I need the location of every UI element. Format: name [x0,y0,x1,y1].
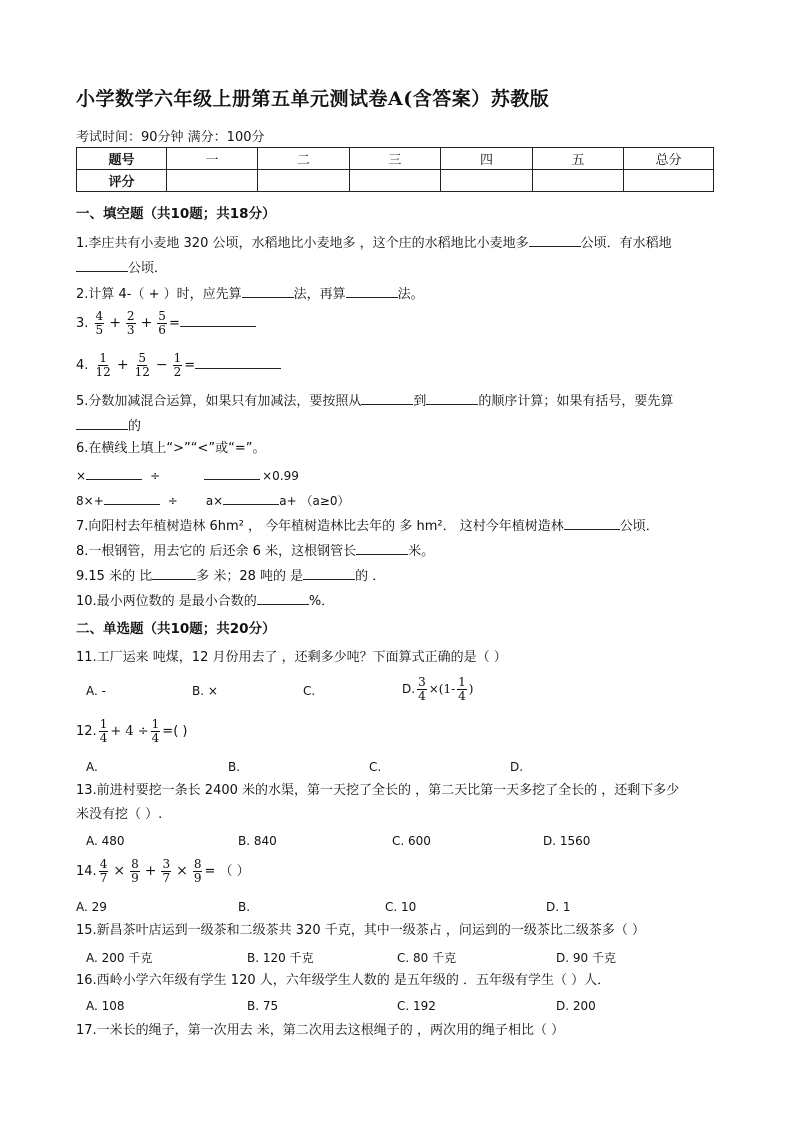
option-c[interactable]: C. [303,684,316,698]
question-1: 1.李庄共有小麦地 320 公顷，水稻地比小麦地多 ，这个庄的水稻地比小麦地多 公顷．有水稻地 [76,236,672,251]
score-cell: 四 [441,148,533,170]
answer-blank[interactable] [152,567,196,580]
fraction: $\frac{3}{7}$ [162,857,171,885]
question-5: 5.分数加减混合运算，如果只有加减法，要按照从 到 的顺序计算；如果有括号，要先算 [76,394,674,409]
question-6: 6.在横线上填上“>”“<”或“=”。 [76,441,266,456]
fraction: $\frac{5}{6}$ [158,309,166,337]
page-title: 小学数学六年级上册第五单元测试卷A(含答案）苏教版 [76,88,550,110]
question-13-cont: 米没有挖（ ）. [76,807,163,822]
option-c[interactable]: C. 10 [385,900,417,914]
question-17: 17.一米长的绳子，第一次用去 米，第二次用去这根绳子的 ，两次用的绳子相比（ ） [76,1023,565,1038]
fraction: $\frac{5}{12}$ [134,351,150,379]
answer-blank[interactable] [86,467,142,480]
question-10: 10.最小两位数的 是最小合数的 %． [76,594,335,609]
score-cell: 总分 [624,148,714,170]
answer-blank[interactable] [361,392,413,405]
score-table [76,147,714,192]
score-input-cell[interactable] [167,170,258,192]
answer-blank[interactable] [356,542,408,555]
option-b[interactable]: B. × [192,684,218,698]
score-cell: 题号 [77,148,167,170]
fraction: $\frac{1}{4}$ [151,717,160,745]
question-12: 12. $\frac{1}{4}$ + 4 ÷ $\frac{1}{4}$ =( ) [76,717,188,745]
section-heading: 二、单选题（共10题；共20分） [76,621,276,637]
question-5-cont: 的 [76,417,141,435]
option-a[interactable]: A. [86,760,98,774]
score-input-cell[interactable] [350,170,441,192]
score-row-label: 评分 [77,170,167,192]
score-input-cell[interactable] [624,170,714,192]
question-2: 2.计算 4-（ + ）时，应先算 法，再算 法。 [76,287,424,302]
question-16: 16.西岭小学六年级有学生 120 人，六年级学生人数的 是五年级的 ．五年级有学生（ ）人． [76,973,611,988]
answer-blank[interactable] [564,517,620,530]
score-cell: 五 [533,148,624,170]
fraction: $\frac{1}{4}$ [458,675,466,703]
answer-blank[interactable] [242,285,294,298]
option-a[interactable]: A. - [86,684,106,698]
answer-blank[interactable] [204,467,260,480]
option-d[interactable]: D. 200 [556,999,596,1013]
score-cell: 二 [258,148,350,170]
score-cell: 一 [167,148,258,170]
question-1-cont: 公顷． [76,259,167,277]
option-b[interactable]: B. 840 [238,834,277,848]
option-b[interactable]: B. 75 [247,999,279,1013]
question-6-row-2: 8×+ ÷ a× a+ （a≥0） [76,494,350,508]
question-9: 9.15 米的 比 多 米；28 吨的 是 的 ． [76,569,386,584]
score-table-score-row [77,170,714,192]
option-b[interactable]: B. 120 千克 [247,951,314,965]
question-15: 15.新昌茶叶店运到一级茶和二级茶共 320 千克，其中一级茶占 ，问运到的一级茶比二级茶多（ ） [76,923,646,938]
answer-blank[interactable] [303,567,355,580]
option-a[interactable]: A. 29 [76,900,107,914]
question-8: 8.一根钢管，用去它的 后还余 6 米，这根钢管长 米。 [76,544,435,559]
score-table-header-row [77,148,714,170]
fraction: $\frac{3}{4}$ [418,675,426,703]
fraction: $\frac{1}{2}$ [173,351,182,379]
fraction: $\frac{4}{5}$ [95,309,104,337]
option-c[interactable]: C. 600 [392,834,431,848]
question-13: 13.前进村要挖一条长 2400 米的水渠，第一天挖了全长的 ，第二天比第一天多挖了全长的 ，还剩下多少 [76,783,680,798]
answer-blank[interactable] [104,492,160,505]
answer-blank[interactable] [257,592,309,605]
answer-blank[interactable] [529,234,581,247]
answer-blank[interactable] [76,259,128,272]
fraction: $\frac{2}{3}$ [126,309,135,337]
answer-blank[interactable] [426,392,478,405]
question-6-row-1: × ÷ ×0.99 [76,469,299,483]
option-d[interactable]: D. 90 千克 [556,951,616,965]
fraction: $\frac{8}{9}$ [193,857,202,885]
score-cell: 三 [350,148,441,170]
option-d[interactable]: D. [510,760,524,774]
question-14: 14. $\frac{4}{7}$ × $\frac{8}{9}$ + $\frac{3}{7}$ × $\frac{8}{9}$ = （ ） [76,857,250,885]
score-input-cell[interactable] [258,170,350,192]
answer-blank[interactable] [195,356,281,369]
answer-blank[interactable] [223,492,279,505]
section-heading: 一、填空题（共10题；共18分） [76,206,276,222]
option-c[interactable]: C. [369,760,382,774]
answer-blank[interactable] [76,417,128,430]
score-input-cell[interactable] [441,170,533,192]
option-b[interactable]: B. [228,760,241,774]
question-11: 11.工厂运来 吨煤，12 月份用去了 ，还剩多少吨？下面算式正确的是（ ） [76,650,507,665]
option-a[interactable]: A. 480 [86,834,125,848]
question-3: 3. $\frac{4}{5}$ + $\frac{2}{3}$ + $\frac{5}{6}$ = [76,310,256,337]
fraction: $\frac{8}{9}$ [131,857,139,885]
fraction: $\frac{1}{4}$ [99,717,108,745]
question-4: 4. $\frac{1}{12}$ + $\frac{5}{12}$ − $\frac{1}{2}$ = [76,352,281,379]
option-d[interactable]: D. 1 [546,900,571,914]
fraction: $\frac{4}{7}$ [99,857,108,885]
question-7: 7.向阳村去年植树造林 6hm² ， 今年植树造林比去年的 多 hm²． 这村今年植树造林 公顷． [76,519,659,534]
fraction: $\frac{1}{12}$ [95,351,111,379]
option-c[interactable]: C. 80 千克 [397,951,457,965]
option-a[interactable]: A. 200 千克 [86,951,153,965]
option-a[interactable]: A. 108 [86,999,125,1013]
exam-info: 考试时间：90分钟 满分：100分 [76,130,265,145]
answer-blank[interactable] [346,285,398,298]
option-c[interactable]: C. 192 [397,999,436,1013]
option-d[interactable]: D. 1560 [543,834,591,848]
answer-blank[interactable] [180,314,256,327]
option-b[interactable]: B. [238,900,251,914]
option-d[interactable]: D. $\frac{3}{4}$ ×(1- $\frac{1}{4}$ ) [402,675,474,703]
score-input-cell[interactable] [533,170,624,192]
